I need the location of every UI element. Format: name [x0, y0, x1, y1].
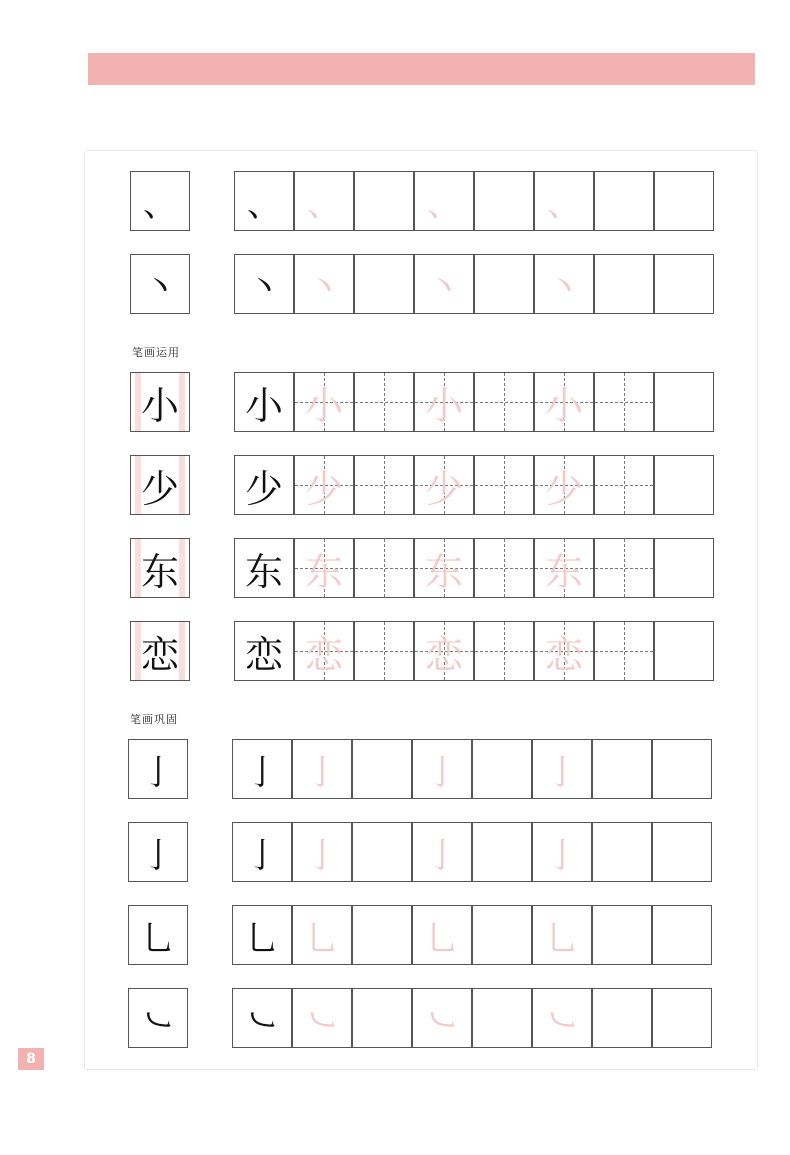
trace-character: 少: [544, 466, 583, 511]
practice-cell[interactable]: [594, 254, 654, 314]
practice-cell[interactable]: [412, 905, 472, 965]
practice-cell[interactable]: [594, 455, 654, 515]
practice-cell[interactable]: [534, 538, 594, 598]
practice-cell[interactable]: [652, 988, 712, 1048]
trace-character: 亅: [425, 835, 459, 876]
trace-character: 小: [544, 383, 583, 428]
practice-model-cell: [234, 621, 294, 681]
reference-box: [130, 254, 190, 314]
model-character: 小: [140, 383, 179, 428]
model-character: 小: [244, 383, 283, 428]
trace-character: 恋: [424, 632, 463, 677]
trace-character: 乚: [305, 918, 339, 959]
practice-cell[interactable]: [412, 822, 472, 882]
practice-model-cell: [232, 739, 292, 799]
practice-cell[interactable]: [532, 905, 592, 965]
practice-cell[interactable]: [472, 988, 532, 1048]
practice-cell[interactable]: [354, 171, 414, 231]
model-character: ㇃: [141, 1001, 175, 1042]
model-character: 恋: [140, 632, 179, 677]
reference-box: [130, 171, 190, 231]
practice-model-cell: [232, 988, 292, 1048]
guide-line-horizontal: [355, 568, 413, 569]
practice-model-cell: [234, 538, 294, 598]
trace-character: 乚: [545, 918, 579, 959]
practice-cell[interactable]: [534, 621, 594, 681]
model-character: 、: [143, 184, 177, 225]
practice-model-cell: [234, 455, 294, 515]
trace-character: 东: [544, 549, 583, 594]
practice-cell[interactable]: [414, 538, 474, 598]
practice-cell[interactable]: [352, 739, 412, 799]
trace-character: 、: [427, 184, 461, 225]
practice-cell[interactable]: [592, 905, 652, 965]
trace-character: 恋: [304, 632, 343, 677]
model-character: 丶: [143, 267, 177, 308]
practice-cell[interactable]: [474, 455, 534, 515]
header-banner: [88, 53, 755, 85]
practice-cell[interactable]: [294, 254, 354, 314]
trace-character: 亅: [305, 835, 339, 876]
practice-cell[interactable]: [354, 455, 414, 515]
practice-cell[interactable]: [412, 988, 472, 1048]
practice-cell[interactable]: [532, 988, 592, 1048]
guide-line-horizontal: [355, 402, 413, 403]
practice-cell[interactable]: [292, 739, 352, 799]
practice-cell[interactable]: [594, 538, 654, 598]
trace-character: 、: [307, 184, 341, 225]
reference-box: [130, 538, 190, 598]
practice-cell[interactable]: [532, 739, 592, 799]
practice-cell[interactable]: [294, 455, 354, 515]
reference-box: [128, 905, 188, 965]
practice-cell[interactable]: [592, 739, 652, 799]
model-character: 亅: [141, 835, 175, 876]
model-character: 少: [244, 466, 283, 511]
practice-model-cell: [234, 372, 294, 432]
practice-cell[interactable]: [592, 988, 652, 1048]
practice-cell[interactable]: [354, 538, 414, 598]
practice-cell[interactable]: [592, 822, 652, 882]
model-character: 丶: [247, 267, 281, 308]
trace-character: 恋: [544, 632, 583, 677]
page-number: 8: [18, 1048, 44, 1070]
practice-cell[interactable]: [474, 372, 534, 432]
practice-cell[interactable]: [294, 171, 354, 231]
practice-cell[interactable]: [414, 254, 474, 314]
reference-box: [130, 621, 190, 681]
practice-cell[interactable]: [292, 988, 352, 1048]
practice-cell[interactable]: [294, 538, 354, 598]
model-character: 、: [247, 184, 281, 225]
trace-character: 、: [547, 184, 581, 225]
practice-cell[interactable]: [654, 171, 714, 231]
guide-line-horizontal: [355, 651, 413, 652]
guide-line-horizontal: [595, 651, 653, 652]
model-character: 亅: [141, 752, 175, 793]
practice-cell[interactable]: [474, 254, 534, 314]
section-label-usage: 笔画运用: [132, 346, 180, 359]
practice-cell[interactable]: [474, 538, 534, 598]
practice-model-cell: [234, 254, 294, 314]
practice-cell[interactable]: [594, 372, 654, 432]
practice-cell[interactable]: [414, 455, 474, 515]
trace-character: 亅: [305, 752, 339, 793]
model-character: 亅: [245, 835, 279, 876]
reference-box: [128, 822, 188, 882]
practice-cell[interactable]: [534, 455, 594, 515]
trace-character: 少: [424, 466, 463, 511]
guide-line-horizontal: [475, 651, 533, 652]
guide-line-horizontal: [595, 568, 653, 569]
practice-cell[interactable]: [652, 739, 712, 799]
practice-cell[interactable]: [294, 621, 354, 681]
practice-model-cell: [232, 905, 292, 965]
model-character: 乚: [245, 918, 279, 959]
guide-line-horizontal: [595, 485, 653, 486]
practice-cell[interactable]: [594, 171, 654, 231]
trace-character: 亅: [545, 752, 579, 793]
practice-cell[interactable]: [654, 538, 714, 598]
practice-cell[interactable]: [472, 905, 532, 965]
practice-cell[interactable]: [352, 822, 412, 882]
practice-cell[interactable]: [472, 822, 532, 882]
trace-character: 东: [304, 549, 343, 594]
practice-cell[interactable]: [414, 372, 474, 432]
practice-cell[interactable]: [354, 372, 414, 432]
practice-cell[interactable]: [292, 905, 352, 965]
practice-cell[interactable]: [594, 621, 654, 681]
reference-box: [130, 372, 190, 432]
guide-line-horizontal: [595, 402, 653, 403]
practice-cell[interactable]: [652, 905, 712, 965]
guide-line-horizontal: [475, 485, 533, 486]
practice-cell[interactable]: [354, 621, 414, 681]
trace-character: 亅: [545, 835, 579, 876]
practice-cell[interactable]: [654, 254, 714, 314]
practice-cell[interactable]: [294, 372, 354, 432]
section-label-consolidation: 笔画巩固: [130, 713, 178, 726]
trace-character: 亅: [425, 752, 459, 793]
practice-model-cell: [234, 171, 294, 231]
reference-box: [130, 455, 190, 515]
practice-cell[interactable]: [654, 455, 714, 515]
practice-cell[interactable]: [474, 621, 534, 681]
trace-character: ㇃: [425, 1001, 459, 1042]
model-character: 少: [140, 466, 179, 511]
model-character: 恋: [244, 632, 283, 677]
practice-cell[interactable]: [352, 905, 412, 965]
practice-cell[interactable]: [652, 822, 712, 882]
practice-cell[interactable]: [412, 739, 472, 799]
trace-character: 丶: [547, 267, 581, 308]
trace-character: 东: [424, 549, 463, 594]
practice-cell[interactable]: [654, 372, 714, 432]
trace-character: ㇃: [545, 1001, 579, 1042]
guide-line-horizontal: [475, 402, 533, 403]
trace-character: 丶: [427, 267, 461, 308]
guide-line-horizontal: [355, 485, 413, 486]
practice-cell[interactable]: [534, 372, 594, 432]
model-character: 东: [140, 549, 179, 594]
guide-line-horizontal: [475, 568, 533, 569]
practice-cell[interactable]: [292, 822, 352, 882]
practice-cell[interactable]: [472, 739, 532, 799]
trace-character: 乚: [425, 918, 459, 959]
practice-cell[interactable]: [474, 171, 534, 231]
reference-box: [128, 988, 188, 1048]
practice-cell[interactable]: [532, 822, 592, 882]
trace-character: ㇃: [305, 1001, 339, 1042]
practice-cell[interactable]: [414, 171, 474, 231]
model-character: 乚: [141, 918, 175, 959]
trace-character: 少: [304, 466, 343, 511]
reference-box: [128, 739, 188, 799]
trace-character: 小: [424, 383, 463, 428]
model-character: ㇃: [245, 1001, 279, 1042]
practice-cell[interactable]: [534, 254, 594, 314]
practice-cell[interactable]: [352, 988, 412, 1048]
practice-cell[interactable]: [414, 621, 474, 681]
model-character: 东: [244, 549, 283, 594]
practice-cell[interactable]: [654, 621, 714, 681]
practice-cell[interactable]: [354, 254, 414, 314]
trace-character: 小: [304, 383, 343, 428]
practice-cell[interactable]: [534, 171, 594, 231]
model-character: 亅: [245, 752, 279, 793]
trace-character: 丶: [307, 267, 341, 308]
practice-model-cell: [232, 822, 292, 882]
